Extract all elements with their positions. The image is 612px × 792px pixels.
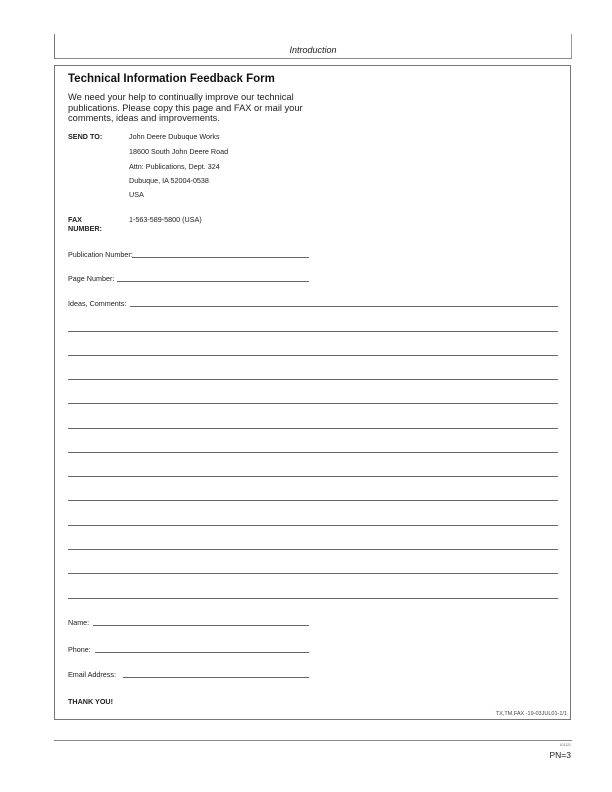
form-intro [68,92,318,124]
footer-divider [54,740,572,741]
address-line: John Deere Dubuque Works [129,132,220,141]
ideas-comments-field[interactable] [130,306,558,307]
fax-number: 1-563-589-5800 (USA) [129,215,202,224]
fax-label-line1: FAX [68,215,82,224]
footer-page-number: PN=3 [549,750,571,760]
comment-line[interactable] [68,355,558,356]
section-title: Introduction [289,45,337,55]
comment-line[interactable] [68,500,558,501]
address-line: Dubuque, IA 52004-0538 [129,176,209,185]
send-to-label: SEND TO: [68,132,103,141]
comment-line[interactable] [68,598,558,599]
address-line: 18600 South John Deere Road [129,147,229,156]
intro-line: publications. Please copy this page and FAX or mail your [68,102,303,113]
address-line: USA [129,190,144,199]
thank-you-text: THANK YOU! [68,697,113,706]
phone-label: Phone: [68,645,91,654]
comment-line[interactable] [68,452,558,453]
comment-line[interactable] [68,331,558,332]
comment-line[interactable] [68,428,558,429]
comment-line[interactable] [68,476,558,477]
comment-line[interactable] [68,403,558,404]
name-field[interactable] [93,625,309,626]
name-label: Name: [68,618,90,627]
page-number-label: Page Number: [68,274,115,283]
comment-line[interactable] [68,525,558,526]
footer-doc-code: 101121 [559,743,571,747]
publication-number-label: Publication Number: [68,250,133,259]
page-header [54,34,572,59]
intro-line: We need your help to continually improve our technical [68,92,294,102]
comment-line[interactable] [68,379,558,380]
form-title: Technical Information Feedback Form [68,73,275,85]
fax-label-line2: NUMBER: [68,224,102,233]
page-number-field[interactable] [117,281,309,282]
phone-field[interactable] [95,652,309,653]
fax-label [68,215,102,233]
address-line: Attn: Publications, Dept. 324 [129,162,220,171]
ideas-comments-label: Ideas, Comments: [68,299,127,308]
comment-line[interactable] [68,573,558,574]
email-field[interactable] [123,677,309,678]
publication-number-field[interactable] [132,257,309,258]
email-label: Email Address: [68,670,116,679]
intro-line: comments, ideas and improvements. [68,113,220,123]
reference-code: TX,TM,FAX -19-03JUL01-1/1 [495,711,567,717]
comment-line[interactable] [68,549,558,550]
feedback-form [54,65,571,720]
